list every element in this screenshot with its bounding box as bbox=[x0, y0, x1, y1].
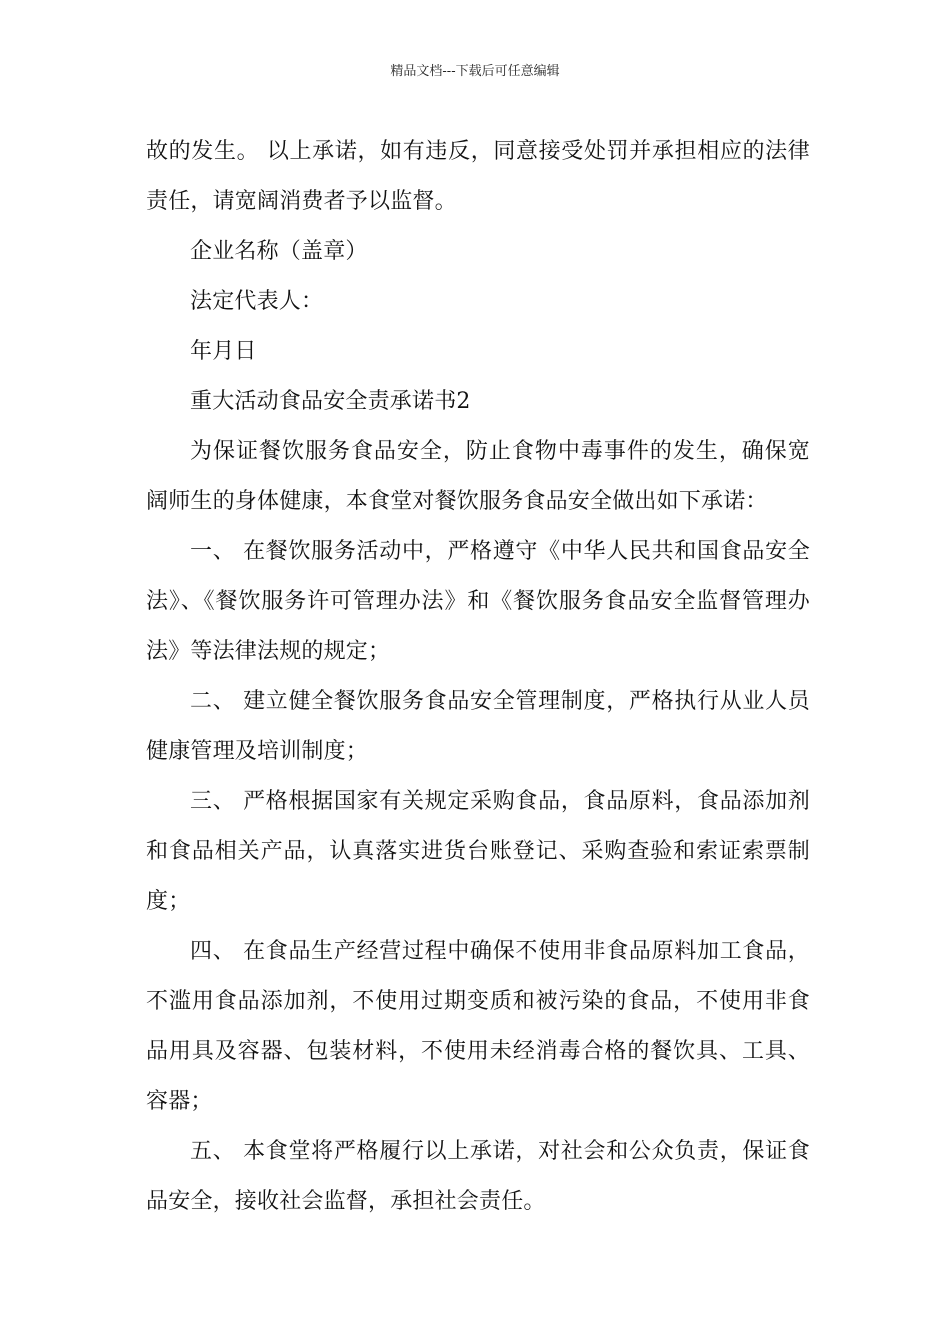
commitment-item-2: 二、 建立健全餐饮服务食品安全管理制度，严格执行从业人员健康管理及培训制度； bbox=[146, 689, 810, 764]
date-line: 年月日 bbox=[190, 339, 257, 364]
document-body bbox=[146, 127, 810, 1227]
legal-representative-line: 法定代表人： bbox=[190, 289, 324, 314]
commitment-item-5: 五、 本食堂将严格履行以上承诺，对社会和公众负责，保证食品安全，接收社会监督，承担社会责任。 bbox=[146, 1139, 810, 1214]
commitment-item-3: 三、 严格根据国家有关规定采购食品，食品原料，食品添加剂和食品相关产品，认真落实进货台账登记、采购查验和索证索票制度； bbox=[146, 789, 810, 914]
commitment-item-4: 四、 在食品生产经营过程中确保不使用非食品原料加工食品，不滥用食品添加剂，不使用过期变质和被污染的食品，不使用非食品用具及容器、包装材料，不使用未经消毒合格的餐饮具、工具、容器； bbox=[146, 939, 810, 1114]
commitment-item-1: 一、 在餐饮服务活动中，严格遵守《中华人民共和国食品安全法》、《餐饮服务许可管理办法》和《餐饮服务食品安全监督管理办法》等法律法规的规定； bbox=[146, 539, 810, 664]
paragraph-continuation: 故的发生。 以上承诺，如有违反，同意接受处罚并承担相应的法律责任，请宽阔消费者予以监督。 bbox=[146, 139, 810, 214]
page-header: 精品文档---下载后可任意编辑 bbox=[390, 64, 560, 79]
intro-paragraph: 为保证餐饮服务食品安全，防止食物中毒事件的发生，确保宽阔师生的身体健康，本食堂对餐饮服务食品安全做出如下承诺： bbox=[146, 439, 810, 514]
section-title: 重大活动食品安全责承诺书2 bbox=[190, 389, 471, 414]
company-name-line: 企业名称（盖章） bbox=[190, 239, 368, 264]
